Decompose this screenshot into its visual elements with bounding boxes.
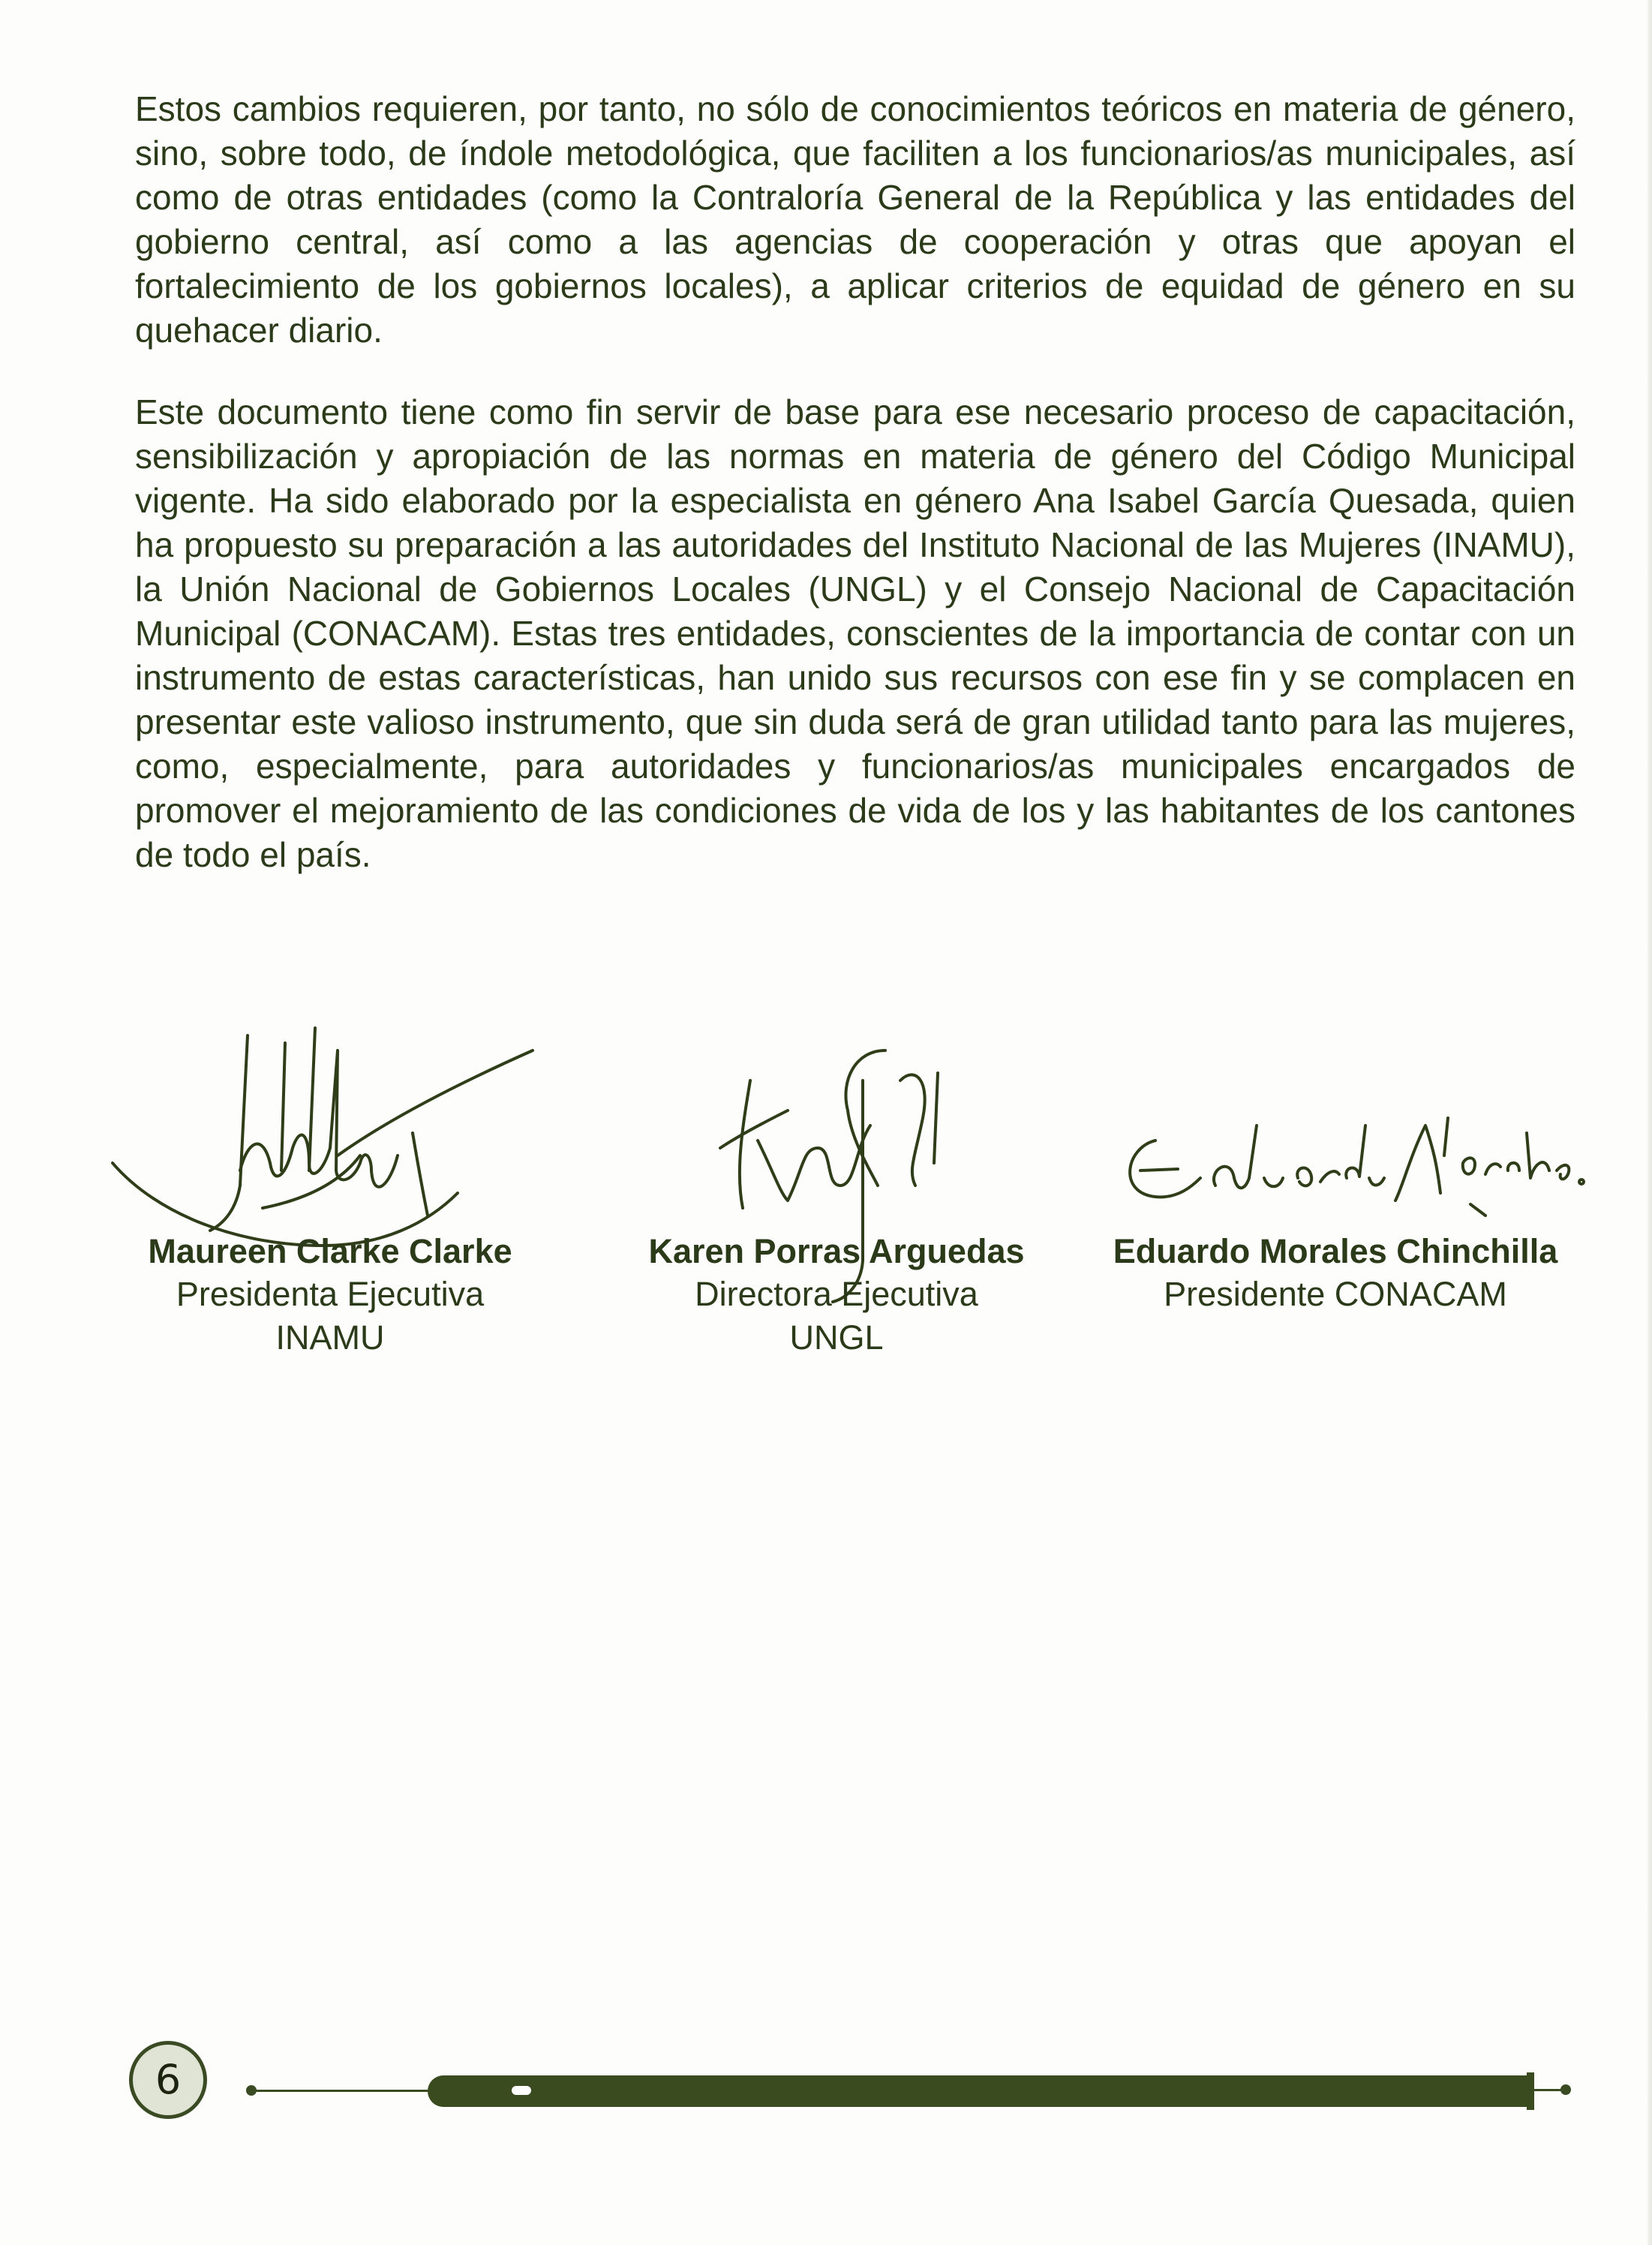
signatory-block — [611, 1231, 1062, 1360]
footer-bar — [428, 2075, 1527, 2107]
signatory-organization: UNGL — [789, 1318, 884, 1357]
footer-dot-right — [1560, 2084, 1571, 2095]
page-footer — [0, 2041, 1652, 2123]
signatory-block — [105, 1231, 555, 1360]
footer-dot-left — [246, 2085, 257, 2096]
footer-rule-right — [1534, 2089, 1564, 2091]
signatory-title: Presidente CONACAM — [1164, 1275, 1507, 1313]
signatory-block — [1095, 1231, 1575, 1316]
page-edge — [1647, 0, 1652, 2245]
signatory-name: Maureen Clarke Clarke — [148, 1232, 512, 1270]
signature-eduardo-morales — [1110, 1080, 1590, 1231]
page-number: 6 — [155, 2056, 182, 2103]
signatory-name: Karen Porras Arguedas — [648, 1232, 1025, 1270]
signature-maureen-clarke — [113, 1020, 563, 1261]
footer-bar-cap — [1527, 2072, 1534, 2110]
page-number-badge — [129, 2041, 207, 2119]
paragraph-2: Este documento tiene como fin servir de base para ese necesario proceso de capacitación, sensibilización y apropiación de las normas en materia de género del Código Municipal vigente. Ha sido elaborado por la especialista en género Ana Isabel García Quesada, quien ha propuesto su preparación a las autoridades del Instituto Nacional de las Mujeres (INAMU), la Unión Nacional de Gobiernos Locales (UNGL) y el Consejo Nacional de Capacitación Municipal (CONACAM). Estas tres entidades, conscientes de la importancia de contar con un instrumento de estas características, han unido sus recursos con ese fin y se complacen en presentar este valioso instrumento, que sin duda será de gran utilidad tanto para las mujeres, como, especialmente, para autoridades y funcionarios/as municipales encargados de promover el mejoramiento de las condiciones de vida de los y las habitantes de los cantones de todo el país. — [135, 392, 1575, 874]
signatory-title: Directora Ejecutiva — [695, 1275, 978, 1313]
paragraph-1: Estos cambios requieren, por tanto, no sólo de conocimientos teóricos en materia de género, sino, sobre todo, de índole metodológica, que faciliten a los funcionarios/as municipales, así como de otras entidades (como la Contraloría General de la República y las entidades del gobierno central, así como a las agencias de cooperación y otras que apoyan el fortalecimiento de los gobiernos locales), a aplicar criterios de equidad de género en su quehacer diario. — [135, 89, 1575, 350]
signatory-name: Eduardo Morales Chinchilla — [1113, 1232, 1558, 1270]
signatory-title: Presidenta Ejecutiva — [176, 1275, 485, 1313]
signatory-organization: INAMU — [275, 1318, 385, 1357]
footer-bar-notch — [512, 2086, 531, 2095]
